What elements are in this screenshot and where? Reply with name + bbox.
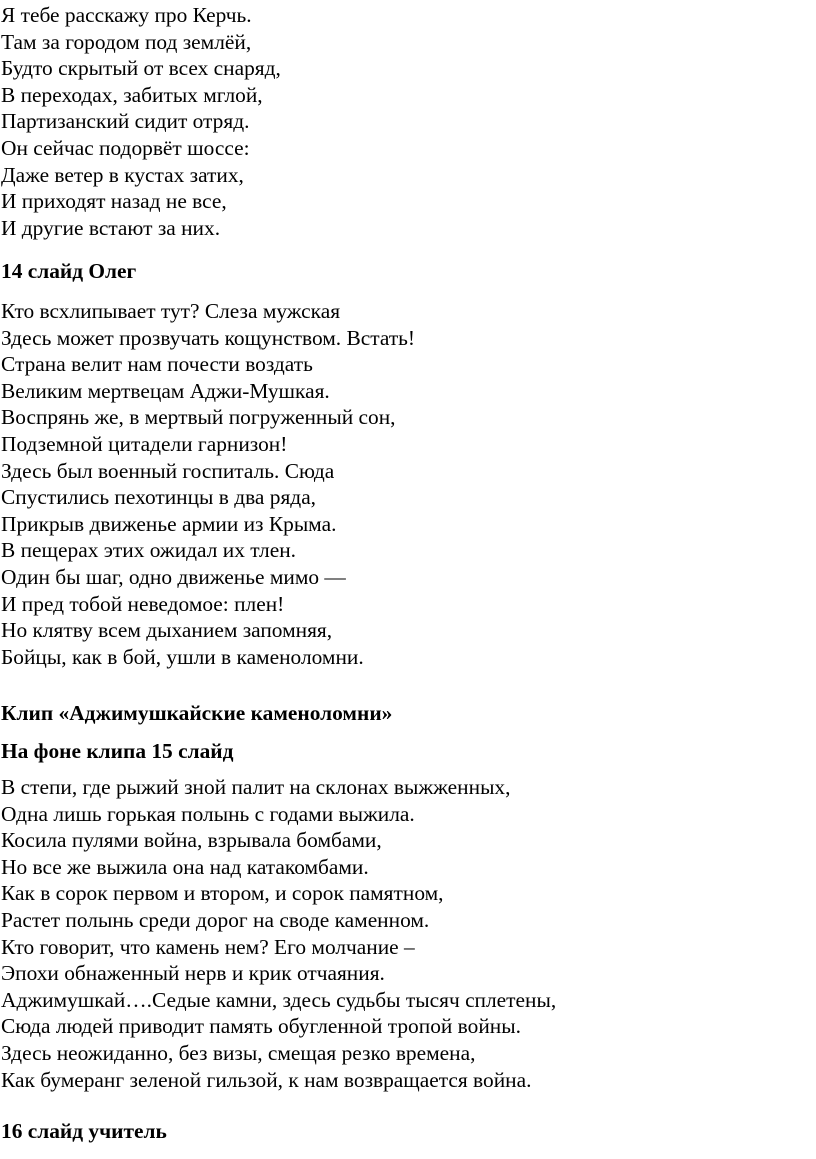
poem-stanza-1: [1, 2, 281, 241]
poem-line: Я тебе расскажу про Керчь.: [1, 3, 252, 27]
poem-line: Один бы шаг, одно движенье мимо —: [1, 564, 346, 589]
poem-line: Одна лишь горькая полынь с годами выжила.: [1, 801, 415, 826]
poem-line: Спустились пехотинцы в два ряда,: [1, 485, 317, 510]
poem-line: Но клятву всем дыханием запомняя,: [1, 618, 333, 643]
poem-line: Воспрянь же, в мертвый погруженный сон,: [1, 405, 396, 430]
poem-line: Прикрыв движенье армии из Крыма.: [1, 511, 337, 536]
poem-line: Он сейчас подорвёт шоссе:: [1, 135, 250, 160]
heading-background-slide-15: На фоне клипа 15 слайд: [1, 739, 234, 763]
poem-line: Но все же выжила она над катакомбами.: [1, 854, 369, 879]
poem-line: Великим мертвецам Аджи-Мушкая.: [1, 378, 330, 403]
poem-line: Как в сорок первом и втором, и сорок памятном,: [1, 881, 444, 906]
poem-line: Здесь был военный госпиталь. Сюда: [1, 458, 335, 483]
poem-line: Кто всхлипывает тут? Слеза мужская: [1, 299, 341, 323]
poem-stanza-2: [1, 298, 415, 670]
poem-line: Страна велит нам почести воздать: [1, 352, 313, 377]
poem-line: В степи, где рыжий зной палит на склонах выжженных,: [1, 775, 511, 799]
poem-line: Косила пулями война, взрывала бомбами,: [1, 828, 382, 853]
poem-line: В пещерах этих ожидал их тлен.: [1, 538, 297, 563]
poem-line: И другие встают за них.: [1, 215, 221, 240]
poem-line: Бойцы, как в бой, ушли в каменоломни.: [1, 644, 364, 669]
poem-line: И приходят назад не все,: [1, 189, 227, 214]
heading-clip: Клип «Аджимушкайские каменоломни»: [1, 701, 393, 725]
poem-line: Как бумеранг зеленой гильзой, к нам возвращается война.: [1, 1067, 532, 1092]
poem-line: Здесь неожиданно, без визы, смещая резко времена,: [1, 1040, 476, 1065]
poem-line: Подземной цитадели гарнизон!: [1, 431, 288, 456]
poem-line: Аджимушкай….Седые камни, здесь судьбы тысяч сплетены,: [1, 987, 557, 1012]
poem-line: Кто говорит, что камень нем? Его молчание –: [1, 934, 415, 959]
poem-line: Здесь может прозвучать кощунством. Встать!: [1, 325, 416, 350]
poem-line: Эпохи обнаженный нерв и крик отчаяния.: [1, 961, 385, 986]
poem-line: Партизанский сидит отряд.: [1, 109, 250, 134]
poem-line: И пред тобой неведомое: плен!: [1, 591, 285, 616]
poem-line: Будто скрытый от всех снаряд,: [1, 56, 281, 81]
poem-line: В переходах, забитых мглой,: [1, 82, 263, 107]
poem-line: Растет полынь среди дорог на своде каменном.: [1, 907, 430, 932]
poem-line: Сюда людей приводит память обугленной тропой войны.: [1, 1014, 521, 1039]
poem-line: Даже ветер в кустах затих,: [1, 162, 244, 187]
heading-slide-14: 14 слайд Олег: [1, 259, 137, 283]
poem-line: Там за городом под землёй,: [1, 29, 252, 54]
heading-slide-16: 16 слайд учитель: [1, 1119, 167, 1143]
poem-stanza-3: [1, 774, 556, 1093]
